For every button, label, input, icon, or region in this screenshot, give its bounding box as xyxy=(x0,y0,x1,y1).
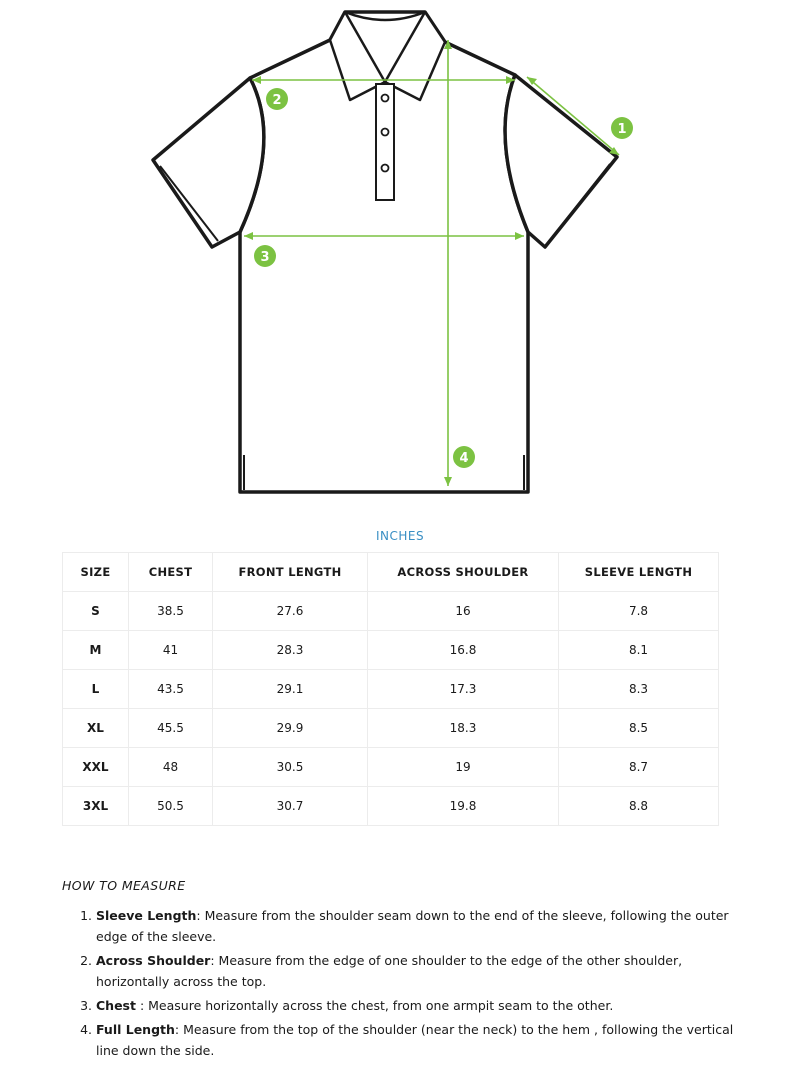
cell-front-length: 28.3 xyxy=(213,631,368,670)
cell-size: S xyxy=(63,592,129,631)
cell-front-length: 30.7 xyxy=(213,787,368,826)
cell-across-shoulder: 19.8 xyxy=(368,787,559,826)
cell-sleeve-length: 7.8 xyxy=(559,592,719,631)
header-front-length: FRONT LENGTH xyxy=(213,553,368,592)
header-across-shoulder: ACROSS SHOULDER xyxy=(368,553,559,592)
step-text: Measure horizontally across the chest, from one armpit seam to the other. xyxy=(148,998,614,1013)
marker-2 xyxy=(266,88,288,110)
cell-chest: 45.5 xyxy=(129,709,213,748)
list-item: 4. Full Length: Measure from the top of the shoulder (near the neck) to the hem , following the vertical line down the side. xyxy=(96,1019,756,1061)
cell-chest: 43.5 xyxy=(129,670,213,709)
step-term: Sleeve Length xyxy=(96,908,197,923)
cell-front-length: 27.6 xyxy=(213,592,368,631)
table-row xyxy=(63,709,719,748)
cell-across-shoulder: 16 xyxy=(368,592,559,631)
cell-sleeve-length: 8.8 xyxy=(559,787,719,826)
step-text: Measure from the top of the shoulder (near the neck) to the hem , following the vertical line down the side. xyxy=(96,1022,734,1058)
cell-sleeve-length: 8.5 xyxy=(559,709,719,748)
marker-3-label: 3 xyxy=(260,250,270,265)
table-row xyxy=(63,787,719,826)
cell-sleeve-length: 8.1 xyxy=(559,631,719,670)
marker-3 xyxy=(254,245,276,267)
marker-4 xyxy=(453,446,475,468)
cell-size: XXL xyxy=(63,748,129,787)
cell-chest: 48 xyxy=(129,748,213,787)
button xyxy=(382,95,389,102)
cell-size: M xyxy=(63,631,129,670)
step-term: Chest xyxy=(96,998,136,1013)
cell-across-shoulder: 16.8 xyxy=(368,631,559,670)
list-item: 2. Across Shoulder: Measure from the edge of one shoulder to the edge of the other shoulder, horizontally across the top. xyxy=(96,950,756,992)
step-text: Measure from the edge of one shoulder to the edge of the other shoulder, horizontally across the top. xyxy=(96,953,683,989)
cell-chest: 41 xyxy=(129,631,213,670)
table-row xyxy=(63,670,719,709)
list-item: 3. Chest : Measure horizontally across the chest, from one armpit seam to the other. xyxy=(96,995,756,1016)
how-to-measure-title: HOW TO MEASURE xyxy=(62,878,186,893)
step-term: Full Length xyxy=(96,1022,175,1037)
cell-sleeve-length: 8.7 xyxy=(559,748,719,787)
cell-across-shoulder: 17.3 xyxy=(368,670,559,709)
marker-2-label: 2 xyxy=(272,93,282,108)
marker-1-label: 1 xyxy=(617,122,627,137)
header-sleeve-length: SLEEVE LENGTH xyxy=(559,553,719,592)
cell-across-shoulder: 18.3 xyxy=(368,709,559,748)
button xyxy=(382,129,389,136)
list-item: 1. Sleeve Length: Measure from the shoulder seam down to the end of the sleeve, following the outer edge of the sleeve. xyxy=(96,905,756,947)
polo-shirt-diagram xyxy=(0,0,800,500)
cell-chest: 38.5 xyxy=(129,592,213,631)
cell-size: 3XL xyxy=(63,787,129,826)
table-row xyxy=(63,592,719,631)
cell-size: L xyxy=(63,670,129,709)
button xyxy=(382,165,389,172)
cell-size: XL xyxy=(63,709,129,748)
header-chest: CHEST xyxy=(129,553,213,592)
step-text: Measure from the shoulder seam down to the end of the sleeve, following the outer edge of the sleeve. xyxy=(96,908,729,944)
units-label: INCHES xyxy=(375,529,425,543)
table-row xyxy=(63,631,719,670)
cell-across-shoulder: 19 xyxy=(368,748,559,787)
table-row xyxy=(63,748,719,787)
step-term: Across Shoulder xyxy=(96,953,211,968)
cell-sleeve-length: 8.3 xyxy=(559,670,719,709)
size-chart-table xyxy=(62,552,719,826)
marker-4-label: 4 xyxy=(459,451,469,466)
cell-front-length: 29.9 xyxy=(213,709,368,748)
header-size: SIZE xyxy=(63,553,129,592)
cell-chest: 50.5 xyxy=(129,787,213,826)
how-to-measure-list xyxy=(62,905,756,1064)
cell-front-length: 29.1 xyxy=(213,670,368,709)
right-sleeve xyxy=(505,75,617,247)
cell-front-length: 30.5 xyxy=(213,748,368,787)
table-header-row xyxy=(63,553,719,592)
marker-1 xyxy=(611,117,633,139)
